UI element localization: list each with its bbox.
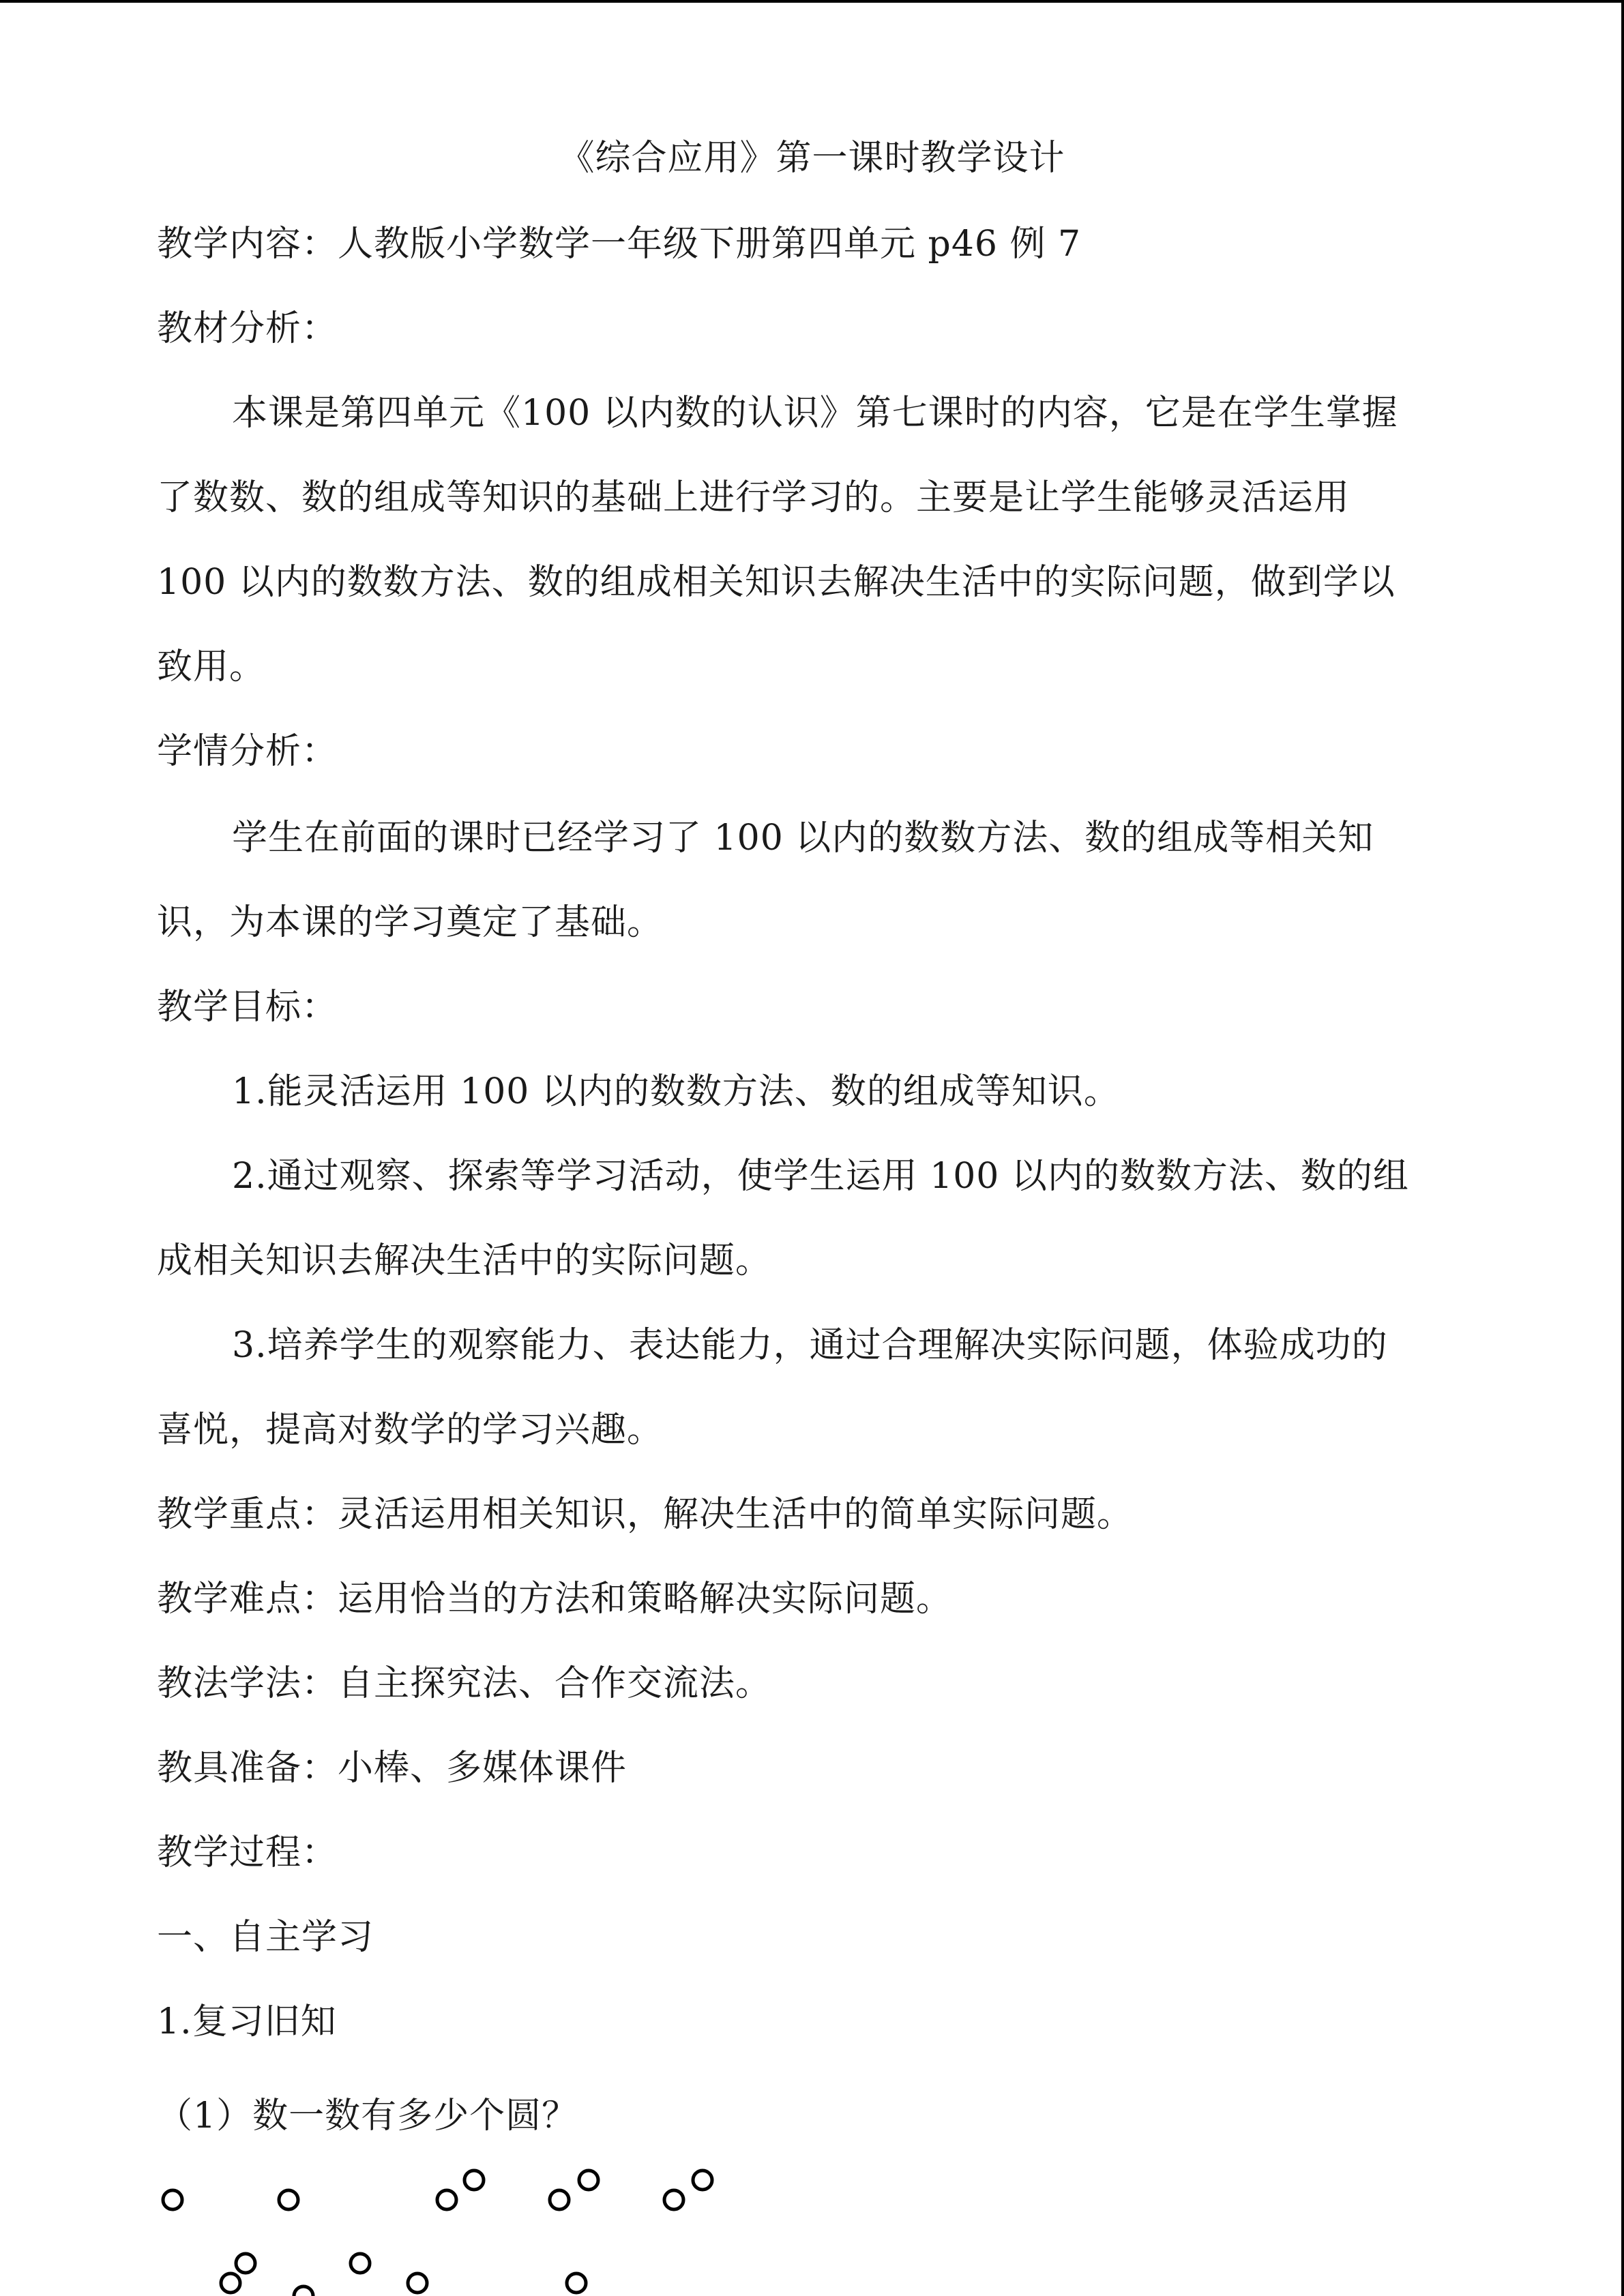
material-analysis-line-4: 致用。	[157, 646, 266, 687]
teaching-goals-heading: 教学目标：	[157, 987, 338, 1028]
count-circle	[221, 2273, 240, 2293]
student-analysis-line-2: 识，为本课的学习奠定了基础。	[157, 902, 664, 943]
teaching-key-point: 教学重点：灵活运用相关知识，解决生活中的简单实际问题。	[157, 1494, 1134, 1535]
count-circle	[351, 2254, 370, 2273]
count-circle	[163, 2190, 182, 2209]
count-circle	[567, 2273, 586, 2293]
question-count-circles: （1）数一数有多少个圆？	[157, 2096, 578, 2136]
document-title: 《综合应用》第一课时教学设计	[559, 138, 1065, 179]
count-circle	[408, 2273, 427, 2293]
material-analysis-line-3: 100 以内的数数方法、数的组成相关知识去解决生活中的实际问题，做到学以	[157, 562, 1396, 603]
count-circle	[437, 2190, 456, 2209]
material-analysis-heading: 教材分析：	[157, 308, 338, 349]
count-circle	[664, 2190, 683, 2209]
goal-3-line-1: 3.培养学生的观察能力、表达能力，通过合理解决实际问题，体验成功的	[232, 1325, 1388, 1366]
material-analysis-line-2: 了数数、数的组成等知识的基础上进行学习的。主要是让学生能够灵活运用	[157, 477, 1350, 518]
student-analysis-line-1: 学生在前面的课时已经学习了 100 以内的数数方法、数的组成等相关知	[232, 818, 1374, 859]
count-circle	[550, 2190, 569, 2209]
count-circle	[693, 2171, 712, 2190]
count-circle	[294, 2286, 313, 2296]
count-circle	[279, 2190, 298, 2209]
goal-1: 1.能灵活运用 100 以内的数数方法、数的组成等知识。	[232, 1071, 1120, 1112]
material-analysis-line-1: 本课是第四单元《100 以内数的认识》第七课时的内容，它是在学生掌握	[232, 393, 1398, 434]
count-circle	[579, 2171, 598, 2190]
step-review: 1.复习旧知	[157, 2001, 337, 2042]
teaching-methods: 教法学法：自主探究法、合作交流法。	[157, 1663, 772, 1704]
count-circle	[236, 2254, 255, 2273]
teaching-tools: 教具准备：小棒、多媒体课件	[157, 1748, 628, 1789]
student-analysis-heading: 学情分析：	[157, 731, 338, 772]
teaching-content: 教学内容：人教版小学数学一年级下册第四单元 p46 例 7	[157, 224, 1082, 265]
goal-2-line-1: 2.通过观察、探索等学习活动，使学生运用 100 以内的数数方法、数的组	[232, 1156, 1409, 1197]
teaching-process-heading: 教学过程：	[157, 1832, 338, 1873]
goal-2-line-2: 成相关知识去解决生活中的实际问题。	[157, 1240, 772, 1281]
count-circle	[464, 2171, 484, 2190]
goal-3-line-2: 喜悦，提高对数学的学习兴趣。	[157, 1410, 664, 1450]
section-self-study: 一、自主学习	[157, 1917, 374, 1958]
teaching-difficulty: 教学难点：运用恰当的方法和策略解决实际问题。	[157, 1579, 953, 1620]
